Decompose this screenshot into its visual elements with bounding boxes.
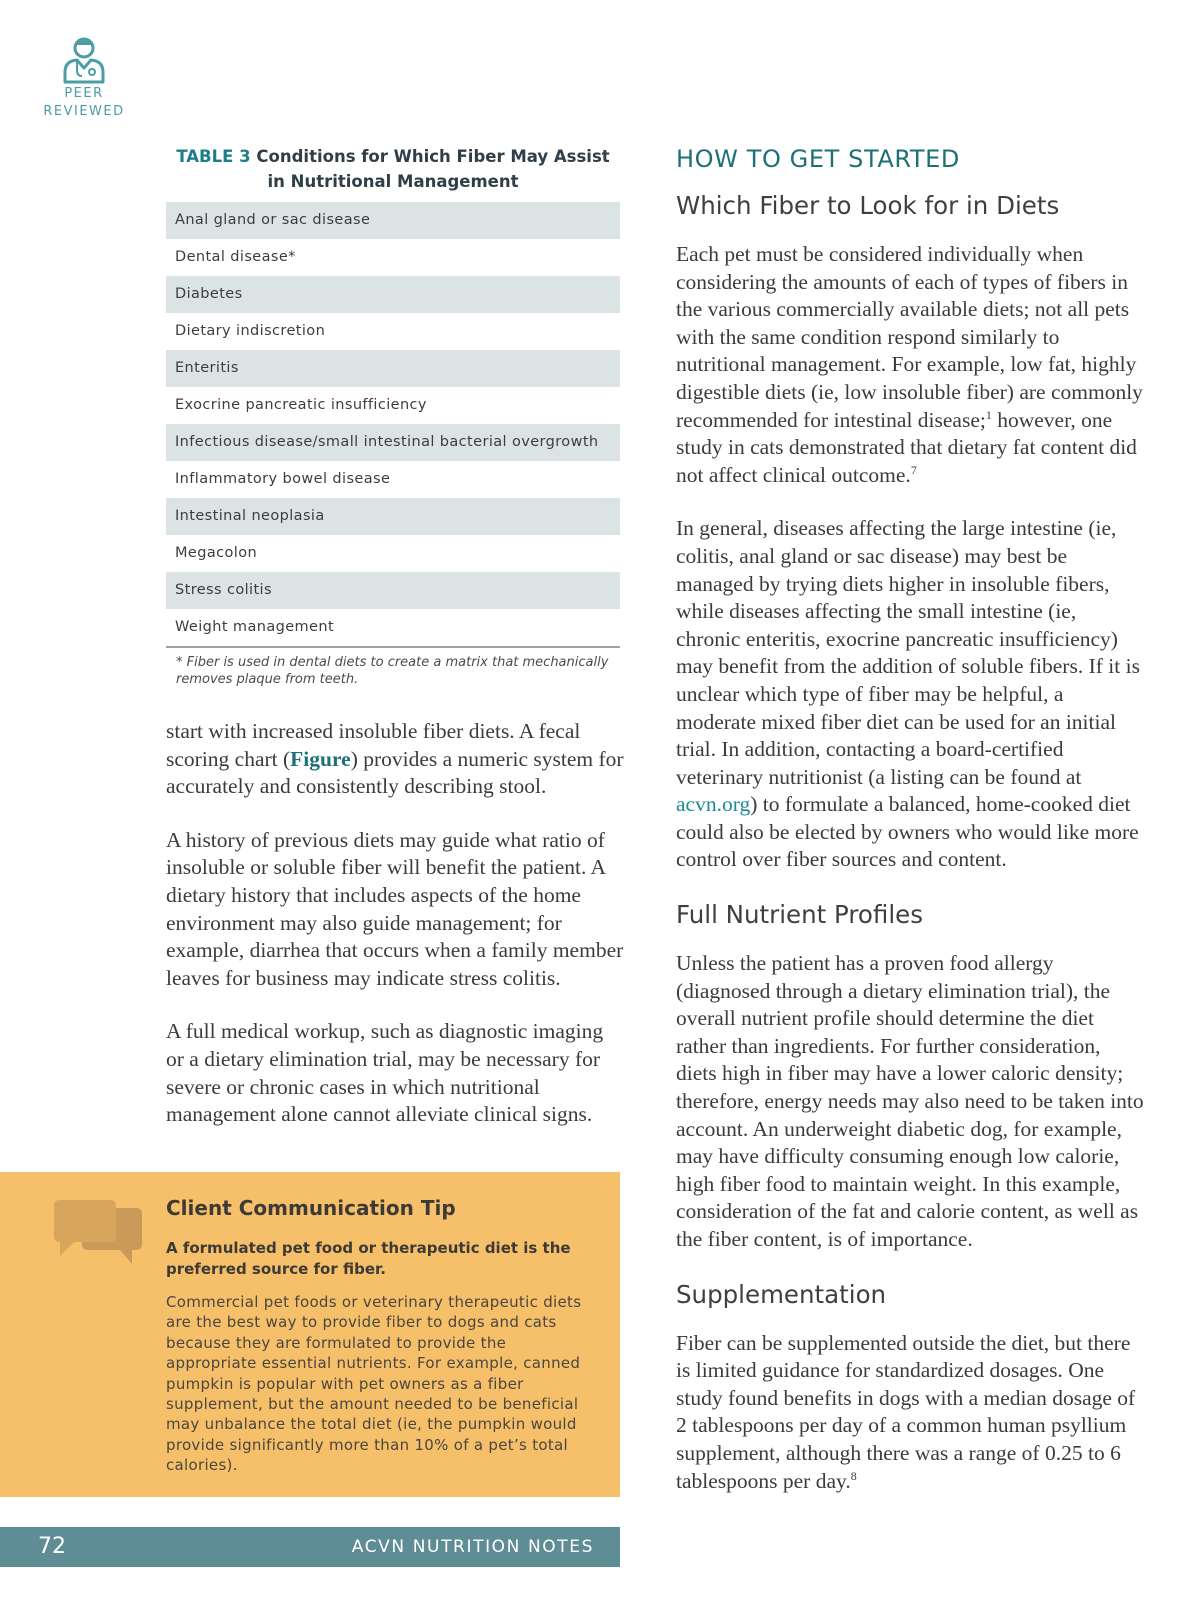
table-row: Infectious disease/small intestinal bacterial overgrowth (166, 424, 620, 461)
tip-body: Commercial pet foods or veterinary therapeutic diets are the best way to provide fiber to dogs and cats because they are formulated to provide the appropriate essential nutrients. For example, canned pumpkin is popular with pet owners as a fiber supplement, but the amount needed to be beneficial may unbalance the total diet (ie, the pumpkin would provide significantly more than 10% of a pet’s total calories). (166, 1293, 582, 1475)
subheading-which-fiber: Which Fiber to Look for in Diets (676, 191, 1060, 220)
table-row: Anal gland or sac disease (166, 202, 620, 239)
table-footnote: * Fiber is used in dental diets to create a matrix that mechanically removes plaque from teeth. (176, 655, 609, 687)
reference-8: 8 (850, 1468, 857, 1483)
left-column-text (166, 718, 626, 1155)
left-p1-text-b: ) provides a numeric system for accurately and consistently describing stool. (166, 746, 624, 799)
table-row: Megacolon (175, 545, 258, 561)
left-paragraph-3: A full medical workup, such as diagnostic imaging or a dietary elimination trial, may be necessary for severe or chronic cases in which nutritional management alone cannot alleviate clinical signs. (166, 1019, 604, 1127)
table-rows (166, 202, 620, 646)
right-paragraph-1 (676, 241, 1146, 489)
subheading-supplementation: Supplementation (676, 1279, 887, 1309)
footer-bar (0, 1527, 620, 1567)
table-row: Weight management (175, 619, 335, 635)
right-p2-text-b: ) to formulate a balanced, home-cooked diet could also be elected by owners who would like more control over fiber sources and content. (676, 792, 1139, 872)
right-paragraph-4 (676, 1330, 1146, 1496)
subheading-full-nutrient: Full Nutrient Profiles (676, 900, 923, 930)
right-p1-text-b: however, one study in cats demonstrated that dietary fat content did not affect clinical outcome. (676, 407, 1137, 487)
table-row: Dental disease* (175, 249, 296, 265)
acvn-link[interactable]: acvn.org (676, 792, 751, 817)
page-number: 72 (38, 1534, 66, 1559)
publication-name: ACVN NUTRITION NOTES (351, 1537, 594, 1557)
left-p1-text-a: start with increased insoluble fiber diets. A fecal scoring chart ( (166, 719, 581, 771)
right-paragraph-2 (676, 515, 1146, 874)
table-row: Enteritis (166, 350, 620, 387)
reference-7: 7 (910, 462, 917, 477)
table-row: Stress colitis (166, 572, 620, 609)
left-paragraph-2: A history of previous diets may guide what ratio of insoluble or soluble fiber will benefit the patient. A dietary history that includes aspects of the home environment may also guide management; for example, diarrhea that occurs when a family member leaves for business may indicate stress colitis. (166, 827, 624, 990)
right-p1-text-a: Each pet must be considered individually when considering the amounts of each of types of fibers in the various commercially available diets; not all pets with the same condition respond similarly to nutritional management. For example, low fat, highly digestible diets (ie, low insoluble fiber) are commonly recommended for intestinal disease; (676, 242, 1143, 432)
table-title (166, 144, 620, 194)
table-row: Intestinal neoplasia (166, 498, 620, 535)
table-label: TABLE 3 (176, 147, 251, 166)
figure-link[interactable]: Figure (290, 746, 351, 771)
right-p2-text-a: In general, diseases affecting the large intestine (ie, colitis, anal gland or sac disease) may best be managed by trying diets higher in insoluble fibers, while diseases affecting the small intestine (ie, chronic enteritis, exocrine pancreatic insufficiency) may benefit from the addition of soluble fibers. If it is unclear which type of fiber may be helpful, a moderate mixed fiber diet can be used for an initial trial. In addition, contacting a board-certified veterinary nutritionist (a listing can be found at (676, 516, 1140, 789)
right-paragraph-3: Unless the patient has a proven food allergy (diagnosed through a dietary elimination trial), the overall nutrient profile should determine the diet rather than ingredients. For further consideration, diets high in fiber may have a lower caloric density; therefore, energy needs may also need to be taken into account. An underweight diabetic dog, for example, may have difficulty consuming enough low calorie, high fiber food to maintain weight. In this example, consideration of the fat and calorie content, as well as the fiber content, is of importance. (676, 951, 1144, 1251)
chat-bubbles-icon (52, 1200, 144, 1279)
table-row: Diabetes (166, 276, 620, 313)
left-paragraph-1 (166, 718, 626, 801)
badge-line-1: PEER (64, 86, 104, 101)
table-row: Exocrine pancreatic insufficiency (175, 397, 427, 413)
table-3 (166, 144, 620, 688)
reference-1: 1 (985, 407, 992, 422)
table-row: Inflammatory bowel disease (175, 471, 391, 487)
tip-heading: Client Communication Tip (166, 1196, 456, 1220)
doctor-icon (36, 34, 132, 84)
table-row: Dietary indiscretion (175, 323, 326, 339)
badge-line-2: REVIEWED (43, 104, 125, 119)
client-communication-tip (0, 1172, 620, 1497)
table-title-text: Conditions for Which Fiber May Assist in Nutritional Management (256, 147, 610, 191)
right-p4-text: Fiber can be supplemented outside the diet, but there is limited guidance for standardized dosages. One study found benefits in dogs with a median dosage of 2 tablespoons per day of a common human psyllium supplement, although there was a range of 0.25 to 6 tablespoons per day. (676, 1330, 1136, 1493)
section-heading: HOW TO GET STARTED (676, 145, 961, 173)
peer-reviewed-badge (36, 34, 132, 120)
tip-subheading: A formulated pet food or therapeutic diet is the preferred source for fiber. (166, 1239, 571, 1278)
right-column (676, 144, 1146, 1521)
